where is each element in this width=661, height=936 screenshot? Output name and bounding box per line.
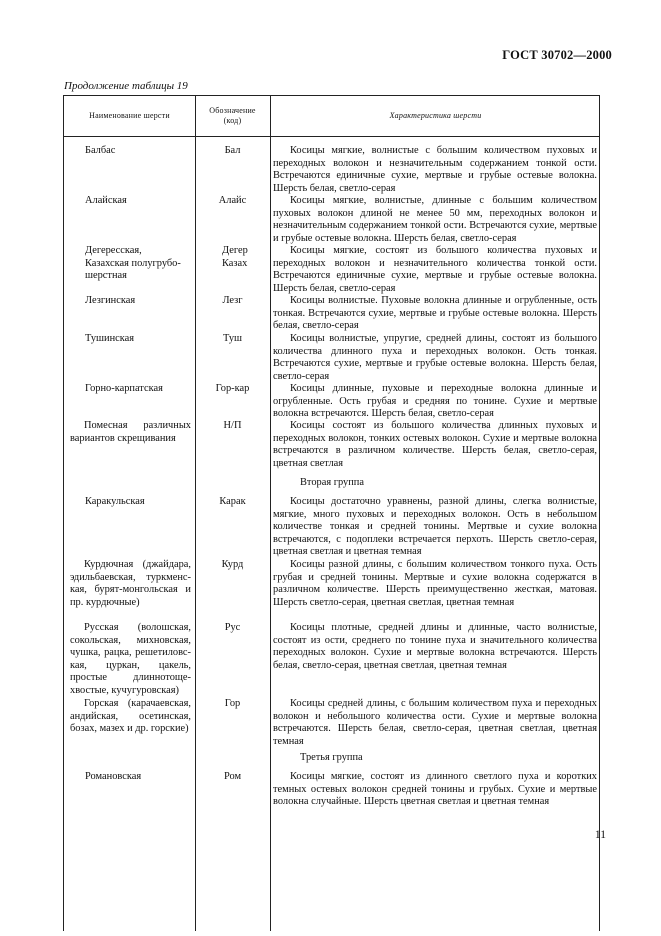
wool-description: Косицы плотные, средней длины и длинные, часто волнистые, состоят из ости, среднего по тонине пуха и значительного количества переходных волокон. Сухие и мертвые волокна встречаются. Шерсть белая, светло-серая, цветная светлая, цветная темная — [273, 622, 597, 671]
wool-description: Косицы мягкие, состоят из длинного светлого пуха и коротких темных остевых волокон средней тонины и грубых. Сухие и мертвые волокна случайные. Шерсть цветная светлая и цветная темная — [273, 771, 597, 808]
wool-name: Романовская — [85, 771, 142, 782]
wool-description: Косицы мягкие, состоят из большого количества пуховых и переходных волокон и незначительного количества тонкой ости. Встречаются единичные сухие, мертвые и грубые остевые волокна. Шерсть белая, светло-серая — [273, 245, 597, 294]
wool-code: Гор — [224, 698, 241, 709]
document-code: ГОСТ 30702—2000 — [502, 48, 612, 62]
column-header-characteristic: Характеристика шерсти — [389, 111, 482, 120]
wool-description: Косицы волнистые. Пуховые волокна длинные и огрубленные, ость тонкая. Встречаются сухие, мертвые и грубые остевые волокна. Шерсть белая, светло-серая — [273, 295, 597, 332]
wool-code: Туш — [222, 333, 243, 344]
wool-code: Бал — [224, 145, 241, 156]
wool-code: Гор-кар — [215, 383, 250, 394]
column-divider — [270, 96, 271, 931]
wool-code: Рус — [224, 622, 241, 633]
wool-name: Каракульская — [85, 496, 145, 507]
group-heading: Третья группа — [300, 752, 363, 763]
wool-name: Помесная различных вариантов скрещивания — [70, 420, 191, 444]
wool-name: Горская (карачаевская, андийская, осетинская, бозах, мазех и др. горские) — [70, 698, 191, 735]
wool-description: Косицы средней длины, с большим количеством пуха и переходных волокон и небольшого количества ости. Сухие и мертвые волокна встречаются. Шерсть белая, светло-серая, цветная светлая, цветная темная — [273, 698, 597, 747]
wool-description: Косицы мягкие, волнистые, длинные с большим количеством пуховых волокон длиной не менее 50 мм, переходных волокон и незначительным содержанием тонкой ости. Встречаются сухие, мертвые и грубые остевые волокна. Шерсть белая, светло-серая — [273, 195, 597, 244]
wool-name: Балбас — [85, 145, 116, 156]
wool-name: Горно-карпатская — [85, 383, 163, 394]
wool-code: Ром — [223, 771, 242, 782]
wool-name: Алайская — [85, 195, 127, 206]
column-header-name: Наименование шерсти — [89, 111, 170, 120]
wool-description: Косицы мягкие, волнистые с большим количеством пуховых и переходных волокон и незначительным содержанием тонкой ости. Встречаются единичные сухие, мертвые и грубые остевые волокна. Шерсть белая, светло-серая — [273, 145, 597, 194]
wool-name: Лезгинская — [85, 295, 136, 306]
wool-name: Курдючная (джайдара, эдильбаевская, туркменс-кая, бурят-монгольская и пр. курдючные) — [70, 559, 191, 608]
table-caption: Продолжение таблицы 19 — [64, 80, 188, 92]
group-heading: Вторая группа — [300, 477, 364, 488]
wool-description: Косицы состоят из большого количества длинных пуховых и переходных волокон, тонких остевых волокон. Сухие и мертвые волокна встречаются в различном количестве. Шерсть белая, светло-серая, цветная светлая — [273, 420, 597, 469]
wool-code: Дегер Казах — [222, 245, 248, 269]
wool-code: Карак — [219, 496, 246, 507]
column-header-code: Обозначение (код) — [209, 106, 256, 125]
page-number: 11 — [594, 829, 606, 841]
wool-code: Лезг — [222, 295, 243, 306]
wool-name: Тушинская — [85, 333, 135, 344]
wool-code: Курд — [221, 559, 244, 570]
wool-name: Дегересская, Казахская полугрубо-шерстная — [85, 245, 181, 282]
wool-description: Косицы достаточно уравнены, разной длины, слегка волнистые, мягкие, много пуховых и переходных волокон. Ость в небольшом количестве тонкая и средней тонины. Мертвые и сухие волокна встречаются, с подоплеки встречается перхоть. Шерсть светло-серая, цветная светлая и цветная темная — [273, 496, 597, 558]
wool-description: Косицы волнистые, упругие, средней длины, состоят из большого количества длинного пуха и переходных волокон. Ость тонкая. Встречаются сухие, мертвые и грубые остевые волокна. Шерсть белая, светло-серая — [273, 333, 597, 382]
wool-description: Косицы разной длины, с большим количеством тонкого пуха. Ость грубая и средней тонины. Мертвые и сухие волокна содержатся в различном количестве. Шерсть преимущественно жесткая, матовая. Шерсть светло-серая, цветная светлая, цветная темная — [273, 559, 597, 608]
wool-code: Алайс — [218, 195, 247, 206]
wool-description: Косицы длинные, пуховые и переходные волокна длинные и огрубленные. Ость грубая и средняя по тонине. Сухие и мертвые волокна встречаются. Шерсть белая, светло-серая — [273, 383, 597, 420]
wool-code: Н/П — [223, 420, 242, 431]
wool-characteristics-table — [63, 95, 600, 931]
wool-name: Русская (волошская, сокольская, михновская, чушка, рацка, решетиловс-кая, цуркан, цакель, простые длиннотоще-хвостые, кучугуровская) — [70, 622, 191, 696]
column-divider — [195, 96, 196, 931]
